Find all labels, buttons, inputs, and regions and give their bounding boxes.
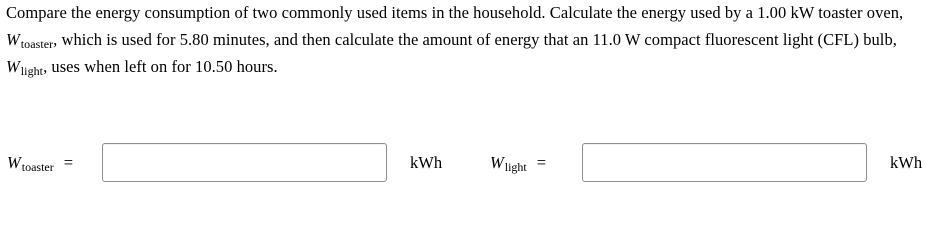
w-light-symbol: W [6, 57, 20, 76]
w-toaster-input[interactable] [102, 143, 387, 182]
question-text [6, 0, 921, 82]
question-part-3: , uses when left on for 10.50 hours. [43, 57, 278, 76]
w-light-label-symbol: W [490, 153, 504, 172]
w-toaster-label-subscript: toaster [21, 160, 54, 174]
question-part-2: , which is used for 5.80 minutes, and then calculate the amount of energy that an 11.0 W compact fluorescent light (CFL) bulb, [53, 29, 897, 49]
equals-sign: = [63, 153, 74, 172]
w-toaster-subscript: toaster [20, 36, 54, 51]
w-light-subscript: light [20, 64, 44, 78]
w-toaster-label [7, 153, 73, 174]
w-light-unit: kWh [890, 153, 923, 172]
w-toaster-label-symbol: W [7, 153, 21, 172]
equals-sign: = [536, 153, 547, 172]
w-toaster-unit: kWh [410, 153, 443, 172]
w-light-input[interactable] [582, 143, 867, 182]
w-toaster-symbol: W [6, 29, 20, 49]
answer-row [0, 140, 931, 186]
w-light-label-subscript: light [504, 160, 527, 174]
w-light-label [490, 153, 546, 174]
question-paragraph [6, 0, 921, 82]
question-part-1: Compare the energy consumption of two commonly used items in the household. Calculate the energy used by a 1.00 kW toaster oven, [6, 3, 904, 22]
